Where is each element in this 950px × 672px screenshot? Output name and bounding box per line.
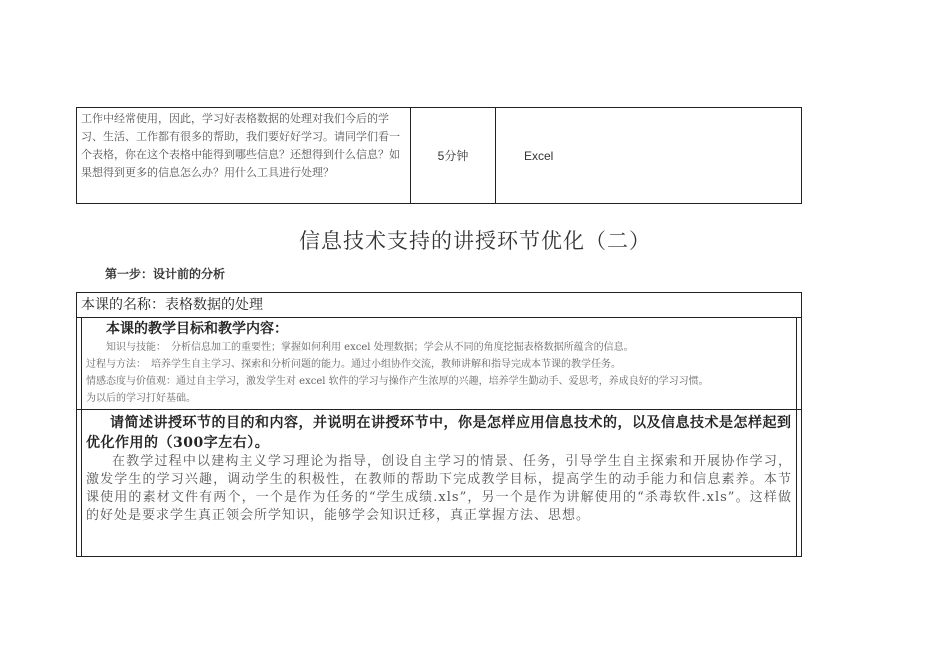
goal-process: 过程与方法： 培养学生自主学习、探索和分析问题的能力。通过小组协作交流，教师讲解和指导完成本节课的教学任务。 (86, 359, 621, 370)
lesson-goals-row (76, 317, 802, 410)
lesson-goals-cell (81, 317, 797, 409)
goal-knowledge: 知识与技能： 分析信息加工的重要性；掌握如何利用 excel 处理数据；学会从不同的角度挖掘表格数据所蕴含的信息。 (106, 342, 634, 353)
goal-attitude: 情感态度与价值观：通过自主学习，激发学生对 excel 软件的学习与操作产生浓厚的兴趣，培养学生勤动手、爱思考，养成良好的学习习惯。 (86, 376, 709, 387)
activity-description: 工作中经常使用，因此，学习好表格数据的处理对我们今后的学习、生活、工作都有很多的帮助，我们要好好学习。请同学们看一个表格，你在这个表格中能得到哪些信息？还想得到什么信息？如果想得到更多的信息怎么办？用什么工具进行处理？ (77, 108, 411, 203)
section-title: 信息技术支持的讲授环节优化（二） (299, 229, 651, 253)
duration-value: 5分钟 (437, 149, 469, 163)
lesson-name-row (76, 292, 802, 318)
step-heading: 第一步：设计前的分析 (105, 267, 226, 281)
duration-cell (411, 108, 496, 203)
goal-attitude-cont: 为以后的学习打好基础。 (86, 393, 196, 404)
tool-value: Excel (524, 148, 554, 163)
question-text: 请简述讲授环节的目的和内容，并说明在讲授环节中，你是怎样应用信息技术的，以及信息技术是怎样起到优化作用的（300字左右）。 (86, 415, 792, 451)
tool-cell (496, 108, 801, 203)
lesson-question-cell (81, 409, 797, 556)
lesson-question-row (76, 409, 802, 557)
lesson-name: 本课的名称：表格数据的处理 (81, 297, 263, 313)
answer-text: 在教学过程中以建构主义学习理论为指导，创设自主学习的情景、任务，引导学生自主探索和开展协作学习，激发学生的学习兴趣，调动学生的积极性，在教师的帮助下完成教学目标，提高学生的动手能力和信息素养。本节课使用的素材文件有两个，一个是作为任务的“学生成绩.xls”，另一个是作为讲解使用的“杀毒软件.xls”。这样做的好处是要求学生真正领会所学知识，能够学会知识迁移，真正掌握方法、思想。 (86, 454, 792, 523)
top-table (76, 107, 802, 204)
goals-heading: 本课的教学目标和教学内容： (106, 321, 288, 337)
